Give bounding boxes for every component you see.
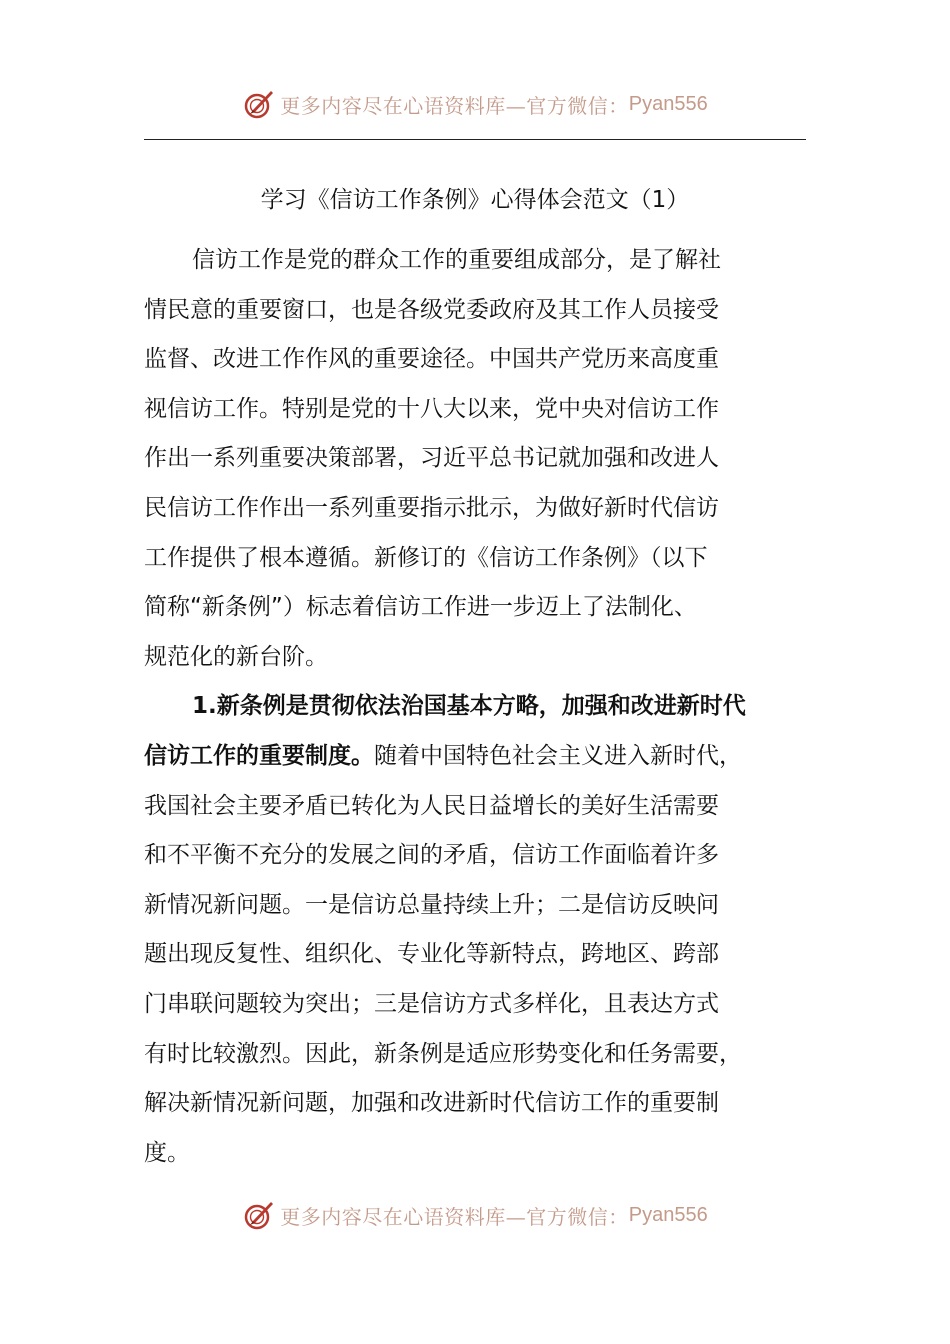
paragraph-line: 情民意的重要窗口，也是各级党委政府及其工作人员接受 (144, 296, 719, 323)
document-body (144, 236, 806, 1178)
paragraph-line: 监督、改进工作作风的重要途径。中国共产党历来高度重 (144, 346, 719, 373)
paragraph-line: 新情况新问题。一是信访总量持续上升；二是信访反映问 (144, 891, 719, 918)
paragraph-line: 民信访工作作出一系列重要指示批示，为做好新时代信访 (144, 494, 719, 521)
paragraph-line: 度。 (144, 1139, 190, 1166)
header-banner-text: 更多内容尽在心语资料库—官方微信： (280, 93, 629, 118)
quill-seal-logo-icon (242, 87, 276, 121)
footer-banner (0, 1195, 950, 1235)
paragraph-line: 简称“新条例”）标志着信访工作进一步迈上了法制化、 (144, 594, 697, 621)
quill-seal-logo-icon (242, 1198, 276, 1232)
header-wechat-id: Pyan556 (628, 92, 708, 115)
paragraph-line: 我国社会主要矛盾已转化为人民日益增长的美好生活需要 (144, 792, 719, 819)
paragraph-line: 信访工作是党的群众工作的重要组成部分，是了解社 (192, 247, 721, 273)
footer-wechat-id: Pyan556 (628, 1203, 708, 1226)
header-banner (0, 84, 950, 124)
paragraph-line: 规范化的新台阶。 (144, 643, 328, 670)
paragraph-line: 工作提供了根本遵循。新修订的《信访工作条例》（以下 (144, 544, 708, 571)
section-heading-bold-end: 信访工作的重要制度。 (144, 742, 374, 769)
paragraph-line: 题出现反复性、组织化、专业化等新特点，跨地区、跨部 (144, 941, 719, 968)
paragraph-line (144, 732, 806, 782)
header-divider (144, 139, 806, 140)
document-title: 学习《信访工作条例》心得体会范文（1） (260, 187, 690, 213)
paragraph-text: 随着中国特色社会主义进入新时代， (374, 742, 742, 769)
paragraph-line: 和不平衡不充分的发展之间的矛盾，信访工作面临着许多 (144, 842, 719, 869)
paragraph-line: 解决新情况新问题，加强和改进新时代信访工作的重要制 (144, 1090, 719, 1117)
footer-banner-text: 更多内容尽在心语资料库—官方微信： (280, 1204, 629, 1229)
paragraph-line: 门串联问题较为突出；三是信访方式多样化，且表达方式 (144, 990, 719, 1017)
section-heading-bold: 1.新条例是贯彻依法治国基本方略，加强和改进新时代 (192, 693, 746, 720)
paragraph-line: 视信访工作。特别是党的十八大以来，党中央对信访工作 (144, 395, 719, 422)
paragraph-line: 有时比较激烈。因此，新条例是适应形势变化和任务需要， (144, 1040, 742, 1067)
paragraph-line: 作出一系列重要决策部署，习近平总书记就加强和改进人 (144, 445, 719, 472)
section-heading-line (144, 682, 806, 732)
